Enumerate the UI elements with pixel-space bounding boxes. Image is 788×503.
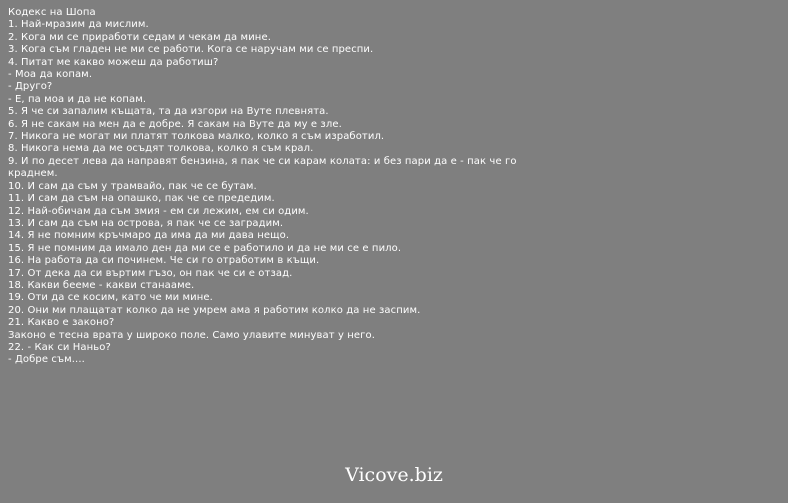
codex-line: 13. И сам да съм на острова, я пак че се заградим. (8, 217, 284, 229)
codex-title: Кодекс на Шопа (8, 7, 96, 18)
codex-line: 1. Най-мразим да мислим. (8, 19, 149, 31)
codex-line: 20. Они ми плащатат колко да не умрем ама я работим колко да не заспим. (8, 304, 421, 316)
codex-line: 4. Питат ме какво можеш да работиш? (8, 56, 219, 68)
codex-line: 7. Никога не могат ми платят толкова малко, колко я съм изработил. (8, 131, 385, 143)
codex-line: 18. Какви беeме - какви станааме. (8, 279, 195, 291)
codex-line: 2. Кога ми се приработи седам и чекам да мине. (8, 31, 271, 43)
codex-line: 17. От дека да си въртим гъзо, он пак че си е отзад. (8, 267, 293, 279)
codex-line: 15. Я не помним да имало ден да ми се е работило и да не ми се е пило. (8, 242, 402, 254)
codex-line: 6. Я не сакам на мен да е добре. Я сакам на Вуте да му е зле. (8, 118, 342, 130)
codex-line: 5. Я че си запалим къщата, та да изгори на Вуте плевнята. (8, 106, 329, 118)
codex-line: - Моа да копам. (8, 69, 93, 81)
codex-lines (8, 19, 568, 366)
codex-line: 16. На работа да си починем. Че си го отработим в къщи. (8, 255, 320, 267)
codex-line: Законо е тесна врата у широко поле. Само улавите минуват у него. (8, 329, 375, 341)
codex-line: 9. И по десет лева да направят бензина, я пак че си карам колата: и без пари да е - пак че го краднем. (8, 155, 517, 180)
codex-line: - Е, па моа и да не копам. (8, 93, 147, 105)
site-watermark: Vicove.biz (345, 464, 443, 486)
codex-line: 21. Какво е законо? (8, 317, 115, 329)
codex-line: 12. Най-обичам да съм змия - ем си лежим, ем си одим. (8, 205, 309, 217)
codex-line: 11. И сам да съм на опашко, пак че се предедим. (8, 193, 275, 205)
codex-line: - Друго? (8, 81, 53, 93)
codex-line: 3. Кога съм гладен не ми се работи. Кога се наручам ми се преспи. (8, 44, 374, 56)
codex-line: 8. Никога нема да ме осъдят толкова, колко я съм крал. (8, 143, 314, 155)
codex-line: 19. Оти да се косим, като че ми мине. (8, 292, 213, 304)
codex-line: 14. Я не помним кръчмаро да има да ми дава нещо. (8, 230, 290, 242)
codex-line: - Добре съм.... (8, 354, 85, 366)
codex-line: 22. - Как си Наньо? (8, 341, 111, 353)
codex-line: 10. И сам да съм у трамвайо, пак че се бутам. (8, 180, 257, 192)
codex-text-block (8, 7, 568, 367)
